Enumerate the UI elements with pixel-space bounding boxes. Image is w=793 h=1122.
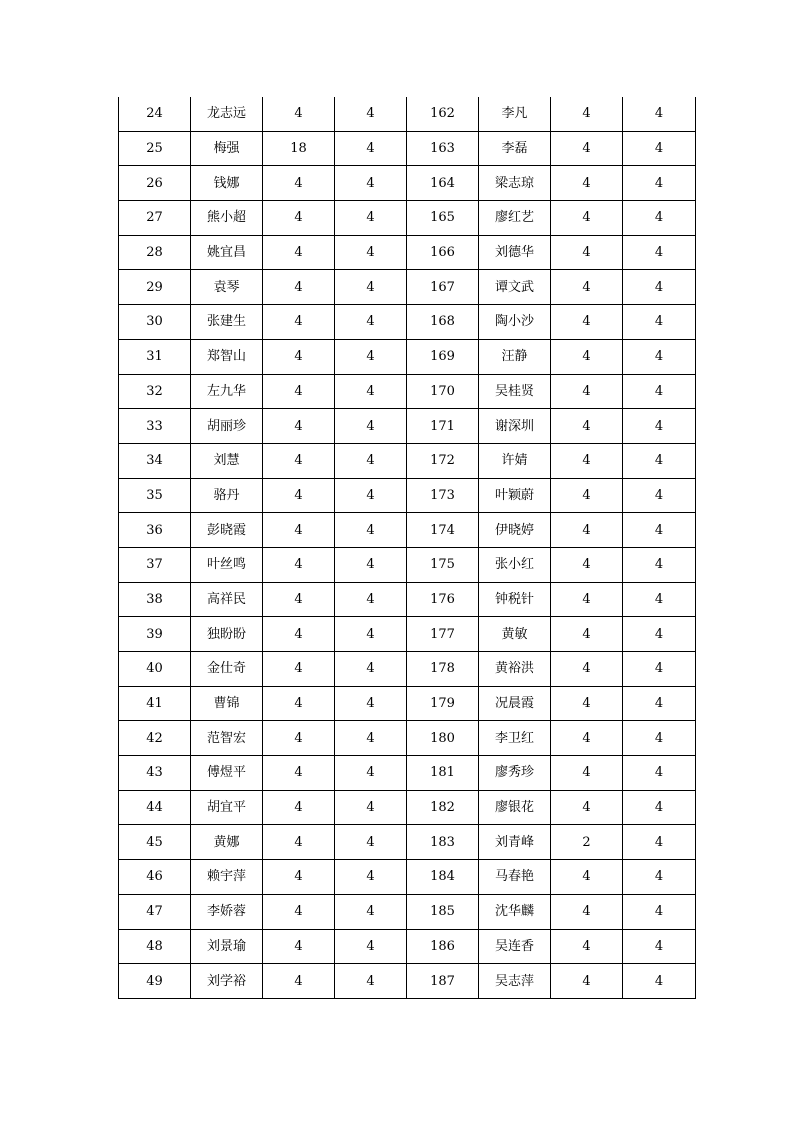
- table-row: [119, 409, 696, 444]
- cell-value-a-left: 4: [263, 964, 335, 999]
- table-row: [119, 790, 696, 825]
- cell-name-right: 吴连香: [479, 929, 551, 964]
- cell-name-right: 黄敏: [479, 617, 551, 652]
- cell-id-right: 185: [407, 894, 479, 929]
- cell-value-a-right: 4: [551, 964, 623, 999]
- cell-value-b-left: 4: [335, 513, 407, 548]
- cell-id-right: 167: [407, 270, 479, 305]
- table-row: [119, 617, 696, 652]
- cell-id-right: 171: [407, 409, 479, 444]
- cell-name-left: 彭晓霞: [191, 513, 263, 548]
- cell-name-right: 许婧: [479, 443, 551, 478]
- cell-id-left: 41: [119, 686, 191, 721]
- cell-name-left: 傅煜平: [191, 756, 263, 791]
- cell-value-a-left: 4: [263, 652, 335, 687]
- cell-value-a-left: 4: [263, 894, 335, 929]
- cell-id-right: 169: [407, 339, 479, 374]
- cell-name-right: 钟税针: [479, 582, 551, 617]
- cell-value-b-left: 4: [335, 582, 407, 617]
- cell-value-b-left: 4: [335, 964, 407, 999]
- cell-value-a-left: 4: [263, 547, 335, 582]
- cell-value-a-right: 4: [551, 894, 623, 929]
- cell-name-right: 李卫红: [479, 721, 551, 756]
- cell-value-a-right: 4: [551, 235, 623, 270]
- cell-name-right: 廖红艺: [479, 201, 551, 236]
- cell-name-right: 伊晓婷: [479, 513, 551, 548]
- cell-value-b-right: 4: [623, 201, 696, 236]
- table-row: [119, 582, 696, 617]
- cell-value-a-right: 4: [551, 617, 623, 652]
- table-row: [119, 894, 696, 929]
- table-row: [119, 131, 696, 166]
- cell-value-a-right: 4: [551, 860, 623, 895]
- cell-id-right: 184: [407, 860, 479, 895]
- cell-value-a-right: 4: [551, 790, 623, 825]
- cell-name-left: 刘慧: [191, 443, 263, 478]
- table-row: [119, 547, 696, 582]
- cell-id-left: 31: [119, 339, 191, 374]
- cell-value-b-left: 4: [335, 166, 407, 201]
- cell-value-b-right: 4: [623, 756, 696, 791]
- cell-value-a-left: 4: [263, 305, 335, 340]
- cell-value-b-left: 4: [335, 617, 407, 652]
- cell-name-left: 钱娜: [191, 166, 263, 201]
- cell-id-left: 37: [119, 547, 191, 582]
- table-row: [119, 686, 696, 721]
- cell-name-left: 郑智山: [191, 339, 263, 374]
- cell-id-right: 187: [407, 964, 479, 999]
- cell-id-right: 166: [407, 235, 479, 270]
- cell-value-b-right: 4: [623, 582, 696, 617]
- cell-id-right: 182: [407, 790, 479, 825]
- cell-value-b-left: 4: [335, 305, 407, 340]
- cell-id-right: 163: [407, 131, 479, 166]
- cell-name-left: 高祥民: [191, 582, 263, 617]
- cell-name-right: 吴志萍: [479, 964, 551, 999]
- cell-value-a-left: 4: [263, 860, 335, 895]
- cell-name-left: 骆丹: [191, 478, 263, 513]
- cell-value-b-right: 4: [623, 686, 696, 721]
- cell-id-left: 32: [119, 374, 191, 409]
- cell-name-right: 廖银花: [479, 790, 551, 825]
- cell-id-left: 43: [119, 756, 191, 791]
- table-row: [119, 478, 696, 513]
- cell-value-b-left: 4: [335, 547, 407, 582]
- cell-id-left: 40: [119, 652, 191, 687]
- table-row: [119, 929, 696, 964]
- cell-value-a-left: 4: [263, 513, 335, 548]
- cell-id-left: 42: [119, 721, 191, 756]
- cell-id-left: 30: [119, 305, 191, 340]
- cell-value-a-left: 18: [263, 131, 335, 166]
- cell-id-left: 33: [119, 409, 191, 444]
- cell-value-b-right: 4: [623, 652, 696, 687]
- cell-value-b-left: 4: [335, 825, 407, 860]
- table-row: [119, 166, 696, 201]
- cell-value-a-right: 4: [551, 478, 623, 513]
- cell-value-b-right: 4: [623, 547, 696, 582]
- cell-name-left: 熊小超: [191, 201, 263, 236]
- cell-value-b-left: 4: [335, 409, 407, 444]
- cell-value-b-left: 4: [335, 443, 407, 478]
- cell-id-right: 172: [407, 443, 479, 478]
- cell-id-left: 45: [119, 825, 191, 860]
- cell-name-left: 梅强: [191, 131, 263, 166]
- cell-value-a-left: 4: [263, 166, 335, 201]
- cell-value-b-left: 4: [335, 478, 407, 513]
- cell-id-right: 178: [407, 652, 479, 687]
- cell-id-left: 34: [119, 443, 191, 478]
- cell-name-right: 吴桂贤: [479, 374, 551, 409]
- cell-id-right: 173: [407, 478, 479, 513]
- table-row: [119, 305, 696, 340]
- cell-id-right: 165: [407, 201, 479, 236]
- cell-value-a-right: 2: [551, 825, 623, 860]
- cell-id-right: 181: [407, 756, 479, 791]
- cell-value-b-left: 4: [335, 721, 407, 756]
- cell-value-a-right: 4: [551, 513, 623, 548]
- cell-name-left: 曹锦: [191, 686, 263, 721]
- cell-id-left: 36: [119, 513, 191, 548]
- cell-value-b-left: 4: [335, 860, 407, 895]
- cell-name-left: 独盼盼: [191, 617, 263, 652]
- table-row: [119, 964, 696, 999]
- cell-value-a-left: 4: [263, 478, 335, 513]
- cell-value-a-right: 4: [551, 652, 623, 687]
- cell-id-right: 168: [407, 305, 479, 340]
- cell-name-left: 叶丝鸣: [191, 547, 263, 582]
- cell-name-right: 谭文武: [479, 270, 551, 305]
- cell-value-a-left: 4: [263, 201, 335, 236]
- cell-value-b-right: 4: [623, 131, 696, 166]
- table-row: [119, 374, 696, 409]
- cell-name-left: 龙志远: [191, 97, 263, 131]
- cell-value-b-right: 4: [623, 409, 696, 444]
- cell-value-a-left: 4: [263, 339, 335, 374]
- cell-id-left: 48: [119, 929, 191, 964]
- cell-id-right: 177: [407, 617, 479, 652]
- cell-value-b-left: 4: [335, 790, 407, 825]
- cell-value-b-left: 4: [335, 929, 407, 964]
- cell-name-right: 黄裕洪: [479, 652, 551, 687]
- cell-name-left: 刘景瑜: [191, 929, 263, 964]
- cell-value-b-left: 4: [335, 686, 407, 721]
- cell-id-left: 44: [119, 790, 191, 825]
- table-row: [119, 721, 696, 756]
- table-row: [119, 270, 696, 305]
- cell-value-a-left: 4: [263, 825, 335, 860]
- cell-id-right: 186: [407, 929, 479, 964]
- cell-id-left: 38: [119, 582, 191, 617]
- cell-value-b-right: 4: [623, 270, 696, 305]
- cell-value-b-left: 4: [335, 894, 407, 929]
- cell-name-right: 沈华麟: [479, 894, 551, 929]
- cell-name-left: 金仕奇: [191, 652, 263, 687]
- cell-name-right: 马春艳: [479, 860, 551, 895]
- cell-value-a-right: 4: [551, 582, 623, 617]
- cell-name-right: 况晨霞: [479, 686, 551, 721]
- cell-id-right: 180: [407, 721, 479, 756]
- cell-name-left: 左九华: [191, 374, 263, 409]
- cell-value-a-right: 4: [551, 409, 623, 444]
- cell-value-b-right: 4: [623, 825, 696, 860]
- table-row: [119, 825, 696, 860]
- cell-name-right: 廖秀珍: [479, 756, 551, 791]
- cell-id-right: 174: [407, 513, 479, 548]
- table-row: [119, 235, 696, 270]
- cell-value-a-right: 4: [551, 305, 623, 340]
- cell-value-b-left: 4: [335, 270, 407, 305]
- cell-value-b-right: 4: [623, 617, 696, 652]
- cell-value-b-right: 4: [623, 235, 696, 270]
- cell-value-a-right: 4: [551, 443, 623, 478]
- cell-value-b-left: 4: [335, 201, 407, 236]
- cell-id-left: 49: [119, 964, 191, 999]
- cell-value-a-right: 4: [551, 547, 623, 582]
- cell-name-right: 李磊: [479, 131, 551, 166]
- table-row: [119, 443, 696, 478]
- table-row: [119, 97, 696, 131]
- cell-id-right: 170: [407, 374, 479, 409]
- table-row: [119, 513, 696, 548]
- cell-id-left: 24: [119, 97, 191, 131]
- cell-value-a-right: 4: [551, 131, 623, 166]
- cell-value-a-left: 4: [263, 582, 335, 617]
- cell-id-left: 46: [119, 860, 191, 895]
- cell-value-a-right: 4: [551, 97, 623, 131]
- table-row: [119, 756, 696, 791]
- cell-value-b-right: 4: [623, 443, 696, 478]
- cell-id-left: 27: [119, 201, 191, 236]
- cell-value-b-right: 4: [623, 305, 696, 340]
- cell-value-a-left: 4: [263, 235, 335, 270]
- cell-value-a-right: 4: [551, 721, 623, 756]
- table-body: [119, 97, 696, 998]
- table-row: [119, 339, 696, 374]
- cell-name-left: 黄娜: [191, 825, 263, 860]
- cell-id-left: 39: [119, 617, 191, 652]
- cell-name-right: 谢深圳: [479, 409, 551, 444]
- cell-value-a-left: 4: [263, 97, 335, 131]
- cell-value-b-right: 4: [623, 478, 696, 513]
- cell-value-b-left: 4: [335, 131, 407, 166]
- cell-value-b-right: 4: [623, 97, 696, 131]
- cell-value-b-left: 4: [335, 652, 407, 687]
- cell-value-b-left: 4: [335, 756, 407, 791]
- cell-value-a-right: 4: [551, 756, 623, 791]
- cell-id-left: 47: [119, 894, 191, 929]
- cell-value-a-left: 4: [263, 374, 335, 409]
- cell-id-left: 25: [119, 131, 191, 166]
- cell-value-b-right: 4: [623, 721, 696, 756]
- cell-name-left: 刘学裕: [191, 964, 263, 999]
- cell-value-a-right: 4: [551, 374, 623, 409]
- cell-value-b-right: 4: [623, 929, 696, 964]
- cell-name-right: 刘青峰: [479, 825, 551, 860]
- cell-value-a-left: 4: [263, 790, 335, 825]
- cell-id-left: 29: [119, 270, 191, 305]
- cell-value-b-right: 4: [623, 374, 696, 409]
- cell-name-left: 范智宏: [191, 721, 263, 756]
- cell-value-b-right: 4: [623, 860, 696, 895]
- cell-name-right: 汪静: [479, 339, 551, 374]
- cell-value-a-right: 4: [551, 929, 623, 964]
- cell-name-left: 胡宜平: [191, 790, 263, 825]
- cell-value-a-left: 4: [263, 270, 335, 305]
- cell-value-a-left: 4: [263, 756, 335, 791]
- cell-value-b-right: 4: [623, 513, 696, 548]
- cell-value-a-right: 4: [551, 166, 623, 201]
- cell-name-right: 陶小沙: [479, 305, 551, 340]
- cell-name-left: 姚宜昌: [191, 235, 263, 270]
- cell-value-a-left: 4: [263, 617, 335, 652]
- cell-value-a-left: 4: [263, 409, 335, 444]
- table-row: [119, 201, 696, 236]
- cell-value-a-left: 4: [263, 686, 335, 721]
- cell-id-right: 175: [407, 547, 479, 582]
- data-table: [118, 97, 696, 999]
- cell-id-right: 176: [407, 582, 479, 617]
- cell-value-b-right: 4: [623, 894, 696, 929]
- cell-value-a-right: 4: [551, 270, 623, 305]
- cell-value-b-left: 4: [335, 97, 407, 131]
- cell-name-right: 张小红: [479, 547, 551, 582]
- cell-name-right: 梁志琼: [479, 166, 551, 201]
- cell-name-left: 袁琴: [191, 270, 263, 305]
- cell-id-left: 35: [119, 478, 191, 513]
- table-row: [119, 652, 696, 687]
- cell-name-left: 张建生: [191, 305, 263, 340]
- cell-value-b-left: 4: [335, 339, 407, 374]
- cell-name-right: 李凡: [479, 97, 551, 131]
- cell-name-left: 赖宇萍: [191, 860, 263, 895]
- cell-value-b-right: 4: [623, 339, 696, 374]
- cell-value-a-left: 4: [263, 929, 335, 964]
- cell-name-right: 刘德华: [479, 235, 551, 270]
- cell-name-left: 胡丽珍: [191, 409, 263, 444]
- cell-value-a-right: 4: [551, 339, 623, 374]
- cell-value-a-right: 4: [551, 686, 623, 721]
- cell-value-a-right: 4: [551, 201, 623, 236]
- cell-id-left: 26: [119, 166, 191, 201]
- cell-name-right: 叶颖蔚: [479, 478, 551, 513]
- cell-id-right: 183: [407, 825, 479, 860]
- cell-id-left: 28: [119, 235, 191, 270]
- cell-value-a-left: 4: [263, 721, 335, 756]
- cell-value-b-right: 4: [623, 790, 696, 825]
- table-row: [119, 860, 696, 895]
- cell-value-b-right: 4: [623, 166, 696, 201]
- cell-id-right: 162: [407, 97, 479, 131]
- cell-value-b-right: 4: [623, 964, 696, 999]
- cell-name-left: 李娇蓉: [191, 894, 263, 929]
- cell-id-right: 179: [407, 686, 479, 721]
- document-page: [118, 97, 695, 999]
- cell-id-right: 164: [407, 166, 479, 201]
- cell-value-b-left: 4: [335, 374, 407, 409]
- cell-value-b-left: 4: [335, 235, 407, 270]
- cell-value-a-left: 4: [263, 443, 335, 478]
